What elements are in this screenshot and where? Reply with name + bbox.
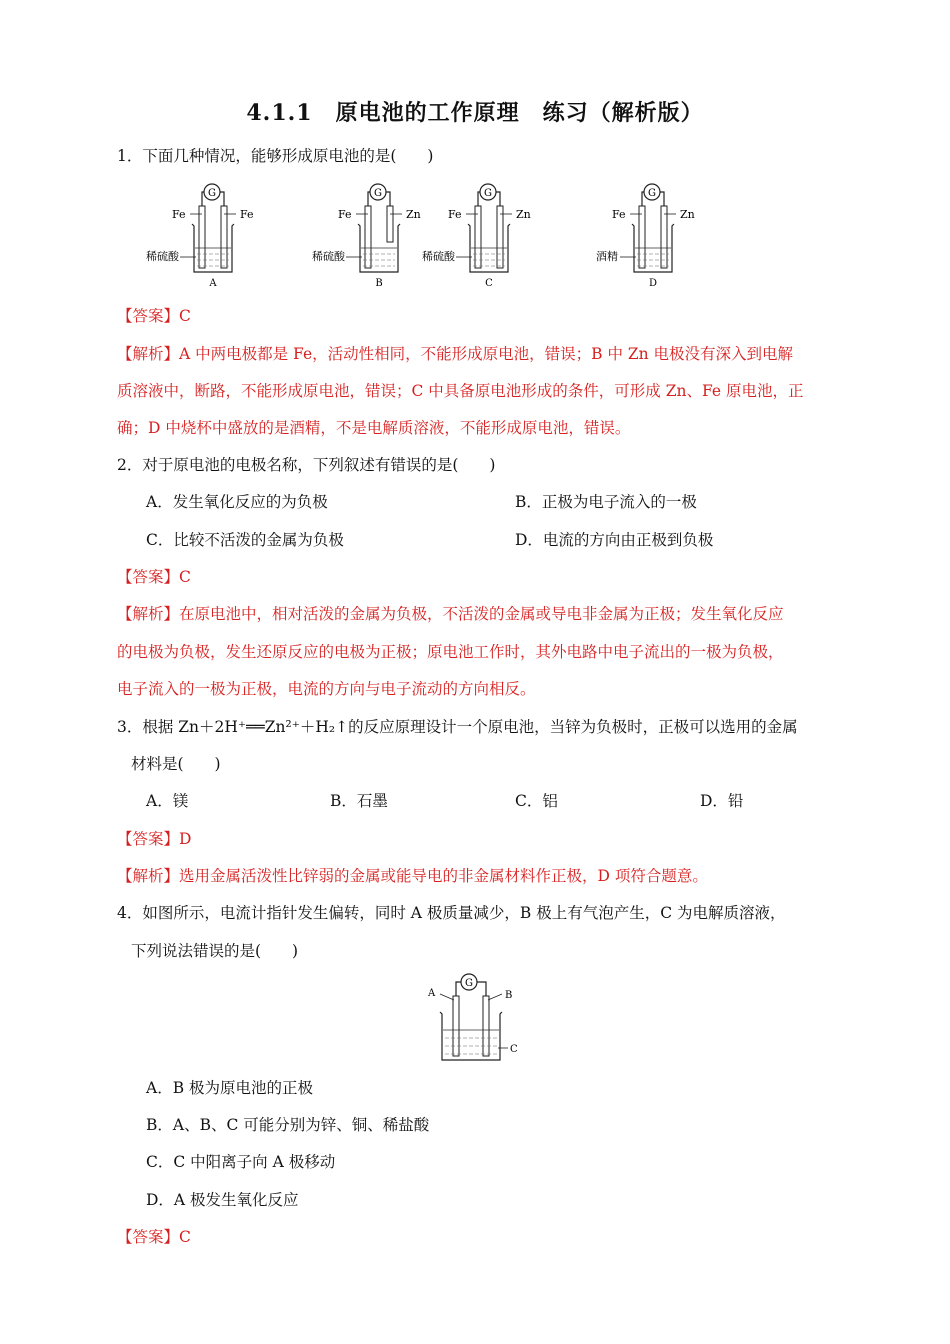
q3-stem: 3．根据 Zn＋2H⁺══Zn²⁺＋H₂↑的反应原理设计一个原电池，当锌为负极时，正极可以选用的金属 — [117, 718, 798, 736]
cell-c-right-label: Zn — [516, 208, 531, 221]
q1-answer: 【答案】C — [117, 307, 191, 325]
q1-figure — [140, 180, 720, 296]
cell-c-left-label: Fe — [448, 208, 462, 221]
cell-a-solution: 稀硫酸 — [146, 250, 179, 263]
q3-option-c: C．铝 — [515, 792, 558, 810]
cell-c-solution: 稀硫酸 — [422, 250, 455, 263]
cell-b — [312, 184, 421, 289]
cell-c-caption: C — [485, 278, 493, 289]
cell-d-right-label: Zn — [680, 208, 695, 221]
q4-figure — [420, 968, 530, 1072]
q4-cell-diagram — [420, 968, 530, 1068]
svg-text:G: G — [374, 188, 382, 199]
q3-option-b: B．石墨 — [330, 792, 388, 810]
cell-d — [596, 184, 695, 289]
q2-answer: 【答案】C — [117, 568, 191, 586]
q2-option-c: C．比较不活泼的金属为负极 — [146, 531, 344, 549]
q3-stem-cont: 材料是( ) — [131, 755, 221, 773]
q4-answer: 【答案】C — [117, 1228, 191, 1246]
cell-a-left-label: Fe — [172, 208, 186, 221]
q1-analysis-line: 【解析】A 中两电极都是 Fe，活动性相同，不能形成原电池，错误；B 中 Zn 电极没有深入到电解 — [117, 345, 794, 363]
q4-option-b: B．A、B、C 可能分别为锌、铜、稀盐酸 — [146, 1116, 430, 1134]
q4-option-c: C．C 中阳离子向 A 极移动 — [146, 1153, 336, 1171]
q4-label-b: B — [505, 990, 513, 1001]
meter-label: G — [465, 978, 473, 989]
q4-label-a: A — [428, 988, 436, 999]
page-title: 4.1.1 原电池的工作原理 练习（解析版） — [246, 100, 704, 126]
q3-answer: 【答案】D — [117, 830, 192, 848]
q2-analysis-line: 的电极为负极，发生还原反应的电极为正极；原电池工作时，其外电路中电子流出的一极为负极， — [117, 643, 784, 661]
cell-a-caption: A — [209, 278, 217, 289]
cell-b-solution: 稀硫酸 — [312, 250, 345, 263]
q1-analysis-line: 质溶液中，断路，不能形成原电池，错误；C 中具备原电池形成的条件，可形成 Zn、Fe 原电池，正 — [117, 382, 804, 400]
cell-a — [146, 184, 254, 289]
cell-c — [422, 184, 531, 289]
q2-analysis-line: 电子流入的一极为正极，电流的方向与电子流动的方向相反。 — [117, 680, 536, 698]
cell-b-left-label: Fe — [338, 208, 352, 221]
q3-option-d: D．铅 — [700, 792, 744, 810]
q4-option-d: D．A 极发生氧化反应 — [146, 1191, 299, 1209]
q1-cells-diagram — [140, 180, 720, 292]
q4-stem: 4．如图所示，电流计指针发生偏转，同时 A 极质量减少，B 极上有气泡产生，C 为电解质溶液， — [117, 904, 786, 922]
cell-b-right-label: Zn — [406, 208, 421, 221]
q2-stem: 2．对于原电池的电极名称，下列叙述有错误的是( ) — [117, 456, 496, 474]
q4-label-c: C — [510, 1044, 518, 1055]
q2-option-a: A．发生氧化反应的为负极 — [146, 493, 328, 511]
cell-d-left-label: Fe — [612, 208, 626, 221]
q1-stem: 1．下面几种情况，能够形成原电池的是( ) — [117, 147, 434, 165]
q3-option-a: A．镁 — [146, 792, 189, 810]
cell-a-right-label: Fe — [240, 208, 254, 221]
q4-option-a: A．B 极为原电池的正极 — [146, 1079, 314, 1097]
cell-d-solution: 酒精 — [596, 250, 618, 263]
q4-stem-cont: 下列说法错误的是( ) — [131, 942, 299, 960]
meter-label: G — [208, 188, 216, 199]
q2-option-b: B．正极为电子流入的一极 — [515, 493, 697, 511]
q2-option-d: D．电流的方向由正极到负极 — [515, 531, 714, 549]
q3-analysis: 【解析】选用金属活泼性比锌弱的金属或能导电的非金属材料作正极，D 项符合题意。 — [117, 867, 708, 885]
q1-analysis-line: 确；D 中烧杯中盛放的是酒精，不是电解质溶液，不能形成原电池，错误。 — [117, 419, 631, 437]
cell-d-caption: D — [648, 278, 658, 289]
cell-b-caption: B — [375, 278, 383, 289]
svg-text:G: G — [484, 188, 492, 199]
svg-text:G: G — [648, 188, 656, 199]
q2-analysis-line: 【解析】在原电池中，相对活泼的金属为负极，不活泼的金属或导电非金属为正极；发生氧化反应 — [117, 605, 784, 623]
